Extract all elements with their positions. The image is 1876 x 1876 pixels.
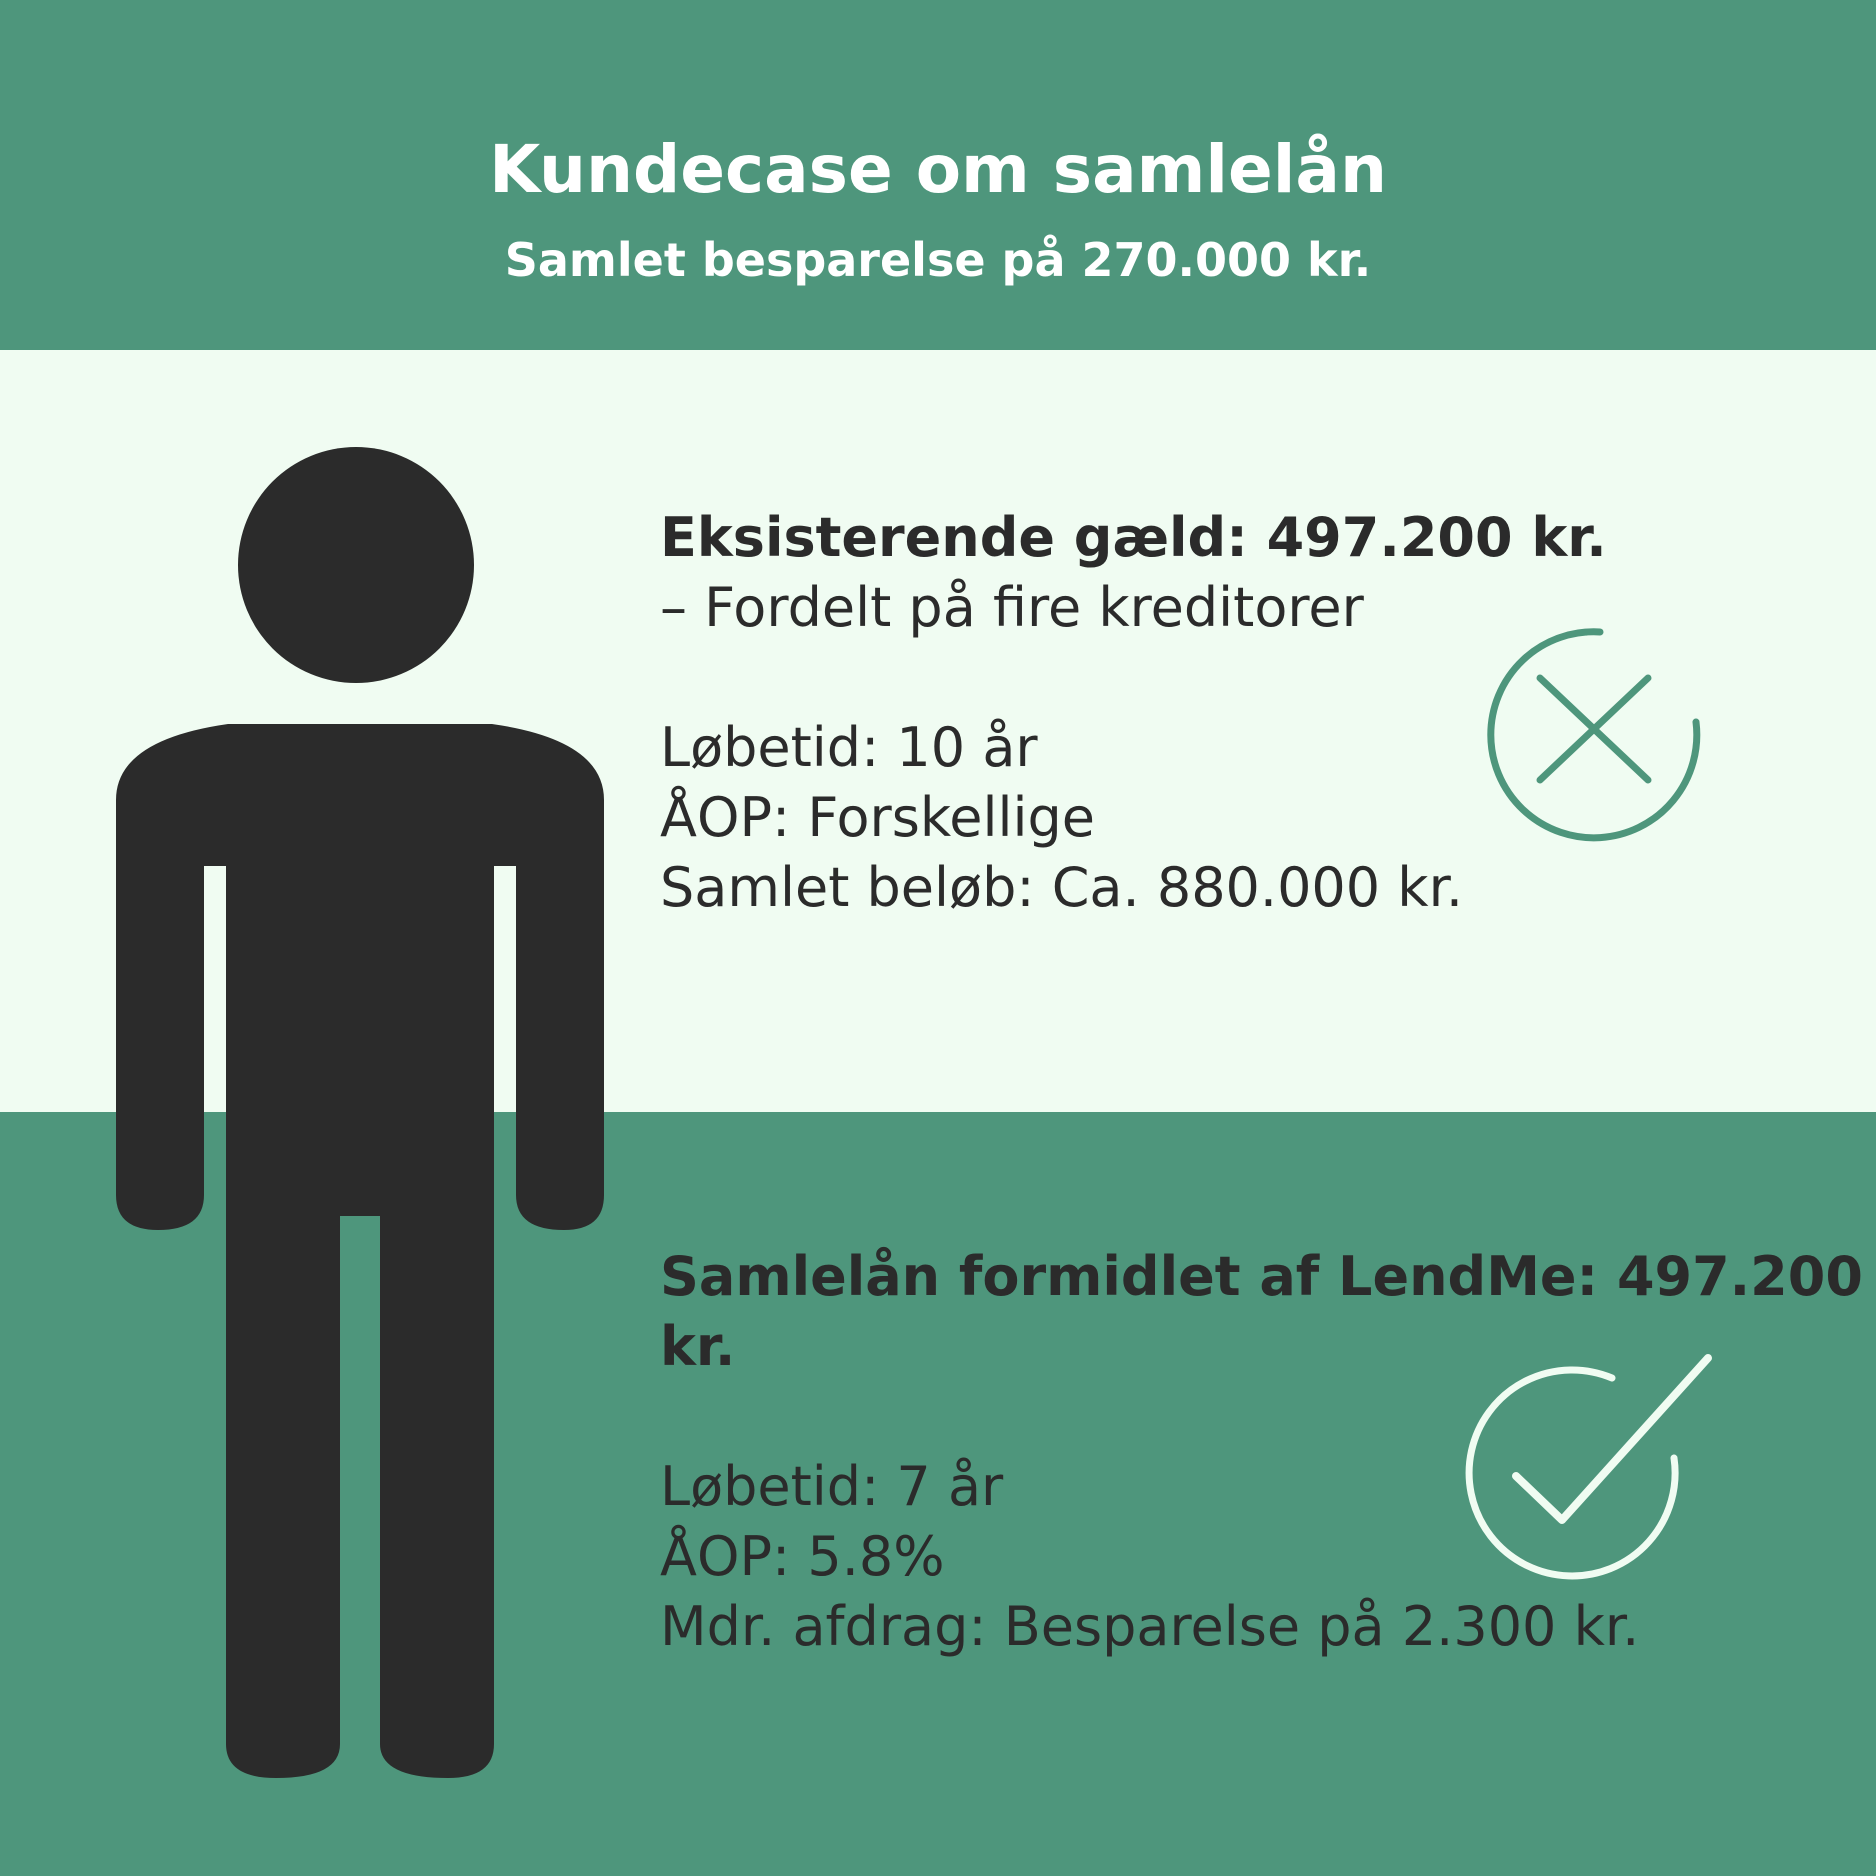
existing-debt-heading: Eksisterende gæld: 497.200 kr. — [660, 506, 1607, 569]
consolidation-loan-heading: Samlelån formidlet af LendMe: 497.200 — [660, 1245, 1863, 1308]
consolidation-loan-term: Løbetid: 7 år — [660, 1455, 1004, 1518]
existing-debt-apr: ÅOP: Forskellige — [660, 786, 1095, 849]
page-subtitle: Samlet besparelse på 270.000 kr. — [504, 233, 1372, 287]
consolidation-loan-apr: ÅOP: 5.8% — [660, 1525, 945, 1588]
consolidation-loan-heading-cont: kr. — [660, 1315, 736, 1378]
existing-debt-term: Løbetid: 10 år — [660, 716, 1038, 779]
existing-debt-total: Samlet beløb: Ca. 880.000 kr. — [660, 856, 1463, 919]
consolidation-loan-monthly: Mdr. afdrag: Besparelse på 2.300 kr. — [660, 1595, 1640, 1658]
person-head — [238, 447, 474, 683]
existing-debt-note: – Fordelt på fire kreditorer — [660, 576, 1364, 639]
checkmark-circle-icon — [1460, 1348, 1720, 1588]
person-body — [116, 724, 604, 1778]
page-title: Kundecase om samlelån — [489, 131, 1387, 208]
cross-circle-icon — [1478, 618, 1708, 848]
